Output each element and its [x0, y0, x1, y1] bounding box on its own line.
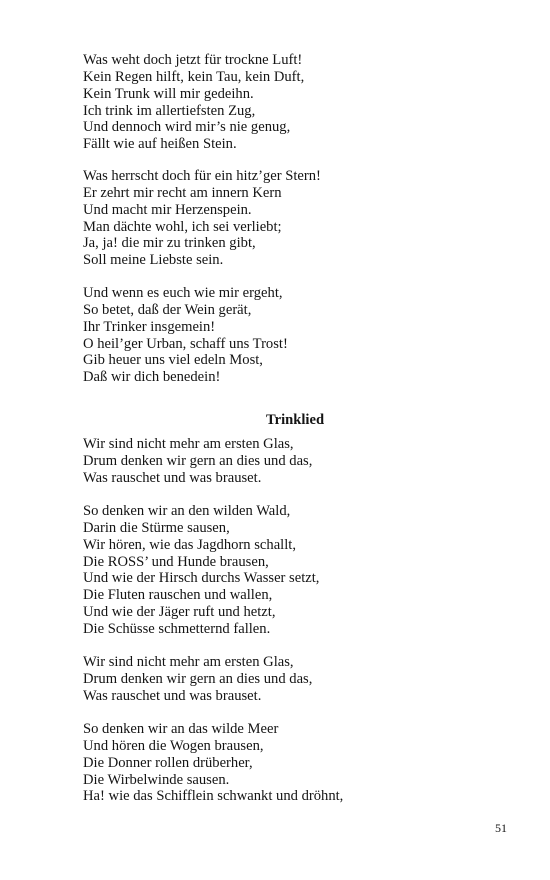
verse-line: Darin die Stürme sausen,: [83, 519, 230, 536]
verse-line: Er zehrt mir recht am innern Kern: [83, 184, 282, 201]
verse-line: Ha! wie das Schifflein schwankt und dröhnt,: [83, 788, 344, 805]
poem-title: Trinklied: [265, 412, 325, 428]
verse-line: So denken wir an den wilden Wald,: [83, 503, 291, 519]
verse-line: Kein Regen hilft, kein Tau, kein Duft,: [83, 68, 305, 85]
poem1-stanza-2: [83, 168, 483, 269]
verse-line: Drum denken wir gern an dies und das,: [83, 452, 313, 469]
verse-line: Die Fluten rauschen und wallen,: [83, 587, 273, 604]
verse-line: Drum denken wir gern an dies und das,: [83, 670, 313, 687]
verse-line: Wir sind nicht mehr am ersten Glas,: [83, 436, 294, 452]
verse-line: Die Wirbelwinde sausen.: [83, 771, 230, 788]
poem2-stanza-3: [83, 654, 483, 705]
verse-line: Ich trink im allertiefsten Zug,: [83, 102, 256, 119]
verse-line: Was rauschet und was brauset.: [83, 687, 262, 704]
verse-line: Und dennoch wird mir’s nie genug,: [83, 119, 291, 136]
verse-line: Ihr Trinker insgemein!: [83, 318, 216, 335]
verse-line: Die ROSS’ und Hunde brausen,: [83, 553, 269, 570]
verse-line: Man dächte wohl, ich sei verliebt;: [83, 218, 282, 235]
verse-line: Daß wir dich benedein!: [83, 369, 221, 386]
verse-line: Was herrscht doch für ein hitz’ger Stern!: [83, 168, 321, 184]
poem1-stanza-3: [83, 285, 483, 386]
poem1-stanza-1: [83, 52, 483, 153]
verse-line: So denken wir an das wilde Meer: [83, 721, 279, 737]
verse-line: Und wenn es euch wie mir ergeht,: [83, 285, 283, 301]
verse-line: Soll meine Liebste sein.: [83, 252, 224, 269]
verse-line: Kein Trunk will mir gedeihn.: [83, 85, 254, 102]
poem2-stanza-2: [83, 503, 483, 638]
verse-line: Die Donner rollen drüberher,: [83, 754, 253, 771]
verse-line: Und macht mir Herzenspein.: [83, 201, 252, 218]
verse-line: Und wie der Jäger ruft und hetzt,: [83, 604, 276, 621]
verse-line: Und hören die Wogen brausen,: [83, 737, 264, 754]
poem2-stanza-4: [83, 721, 483, 805]
verse-line: Die Schüsse schmetternd fallen.: [83, 620, 271, 637]
page-number: 51: [495, 821, 507, 835]
verse-line: Wir hören, wie das Jagdhorn schallt,: [83, 536, 296, 553]
verse-line: Was rauschet und was brauset.: [83, 469, 262, 486]
poem2-stanza-1: [83, 436, 483, 487]
verse-line: Und wie der Hirsch durchs Wasser setzt,: [83, 570, 320, 587]
verse-line: So betet, daß der Wein gerät,: [83, 301, 252, 318]
verse-line: Fällt wie auf heißen Stein.: [83, 136, 237, 153]
verse-line: Was weht doch jetzt für trockne Luft!: [83, 52, 303, 68]
verse-line: O heil’ger Urban, schaff uns Trost!: [83, 335, 288, 352]
verse-line: Gib heuer uns viel edeln Most,: [83, 352, 263, 369]
verse-line: Ja, ja! die mir zu trinken gibt,: [83, 235, 256, 252]
verse-line: Wir sind nicht mehr am ersten Glas,: [83, 654, 294, 670]
